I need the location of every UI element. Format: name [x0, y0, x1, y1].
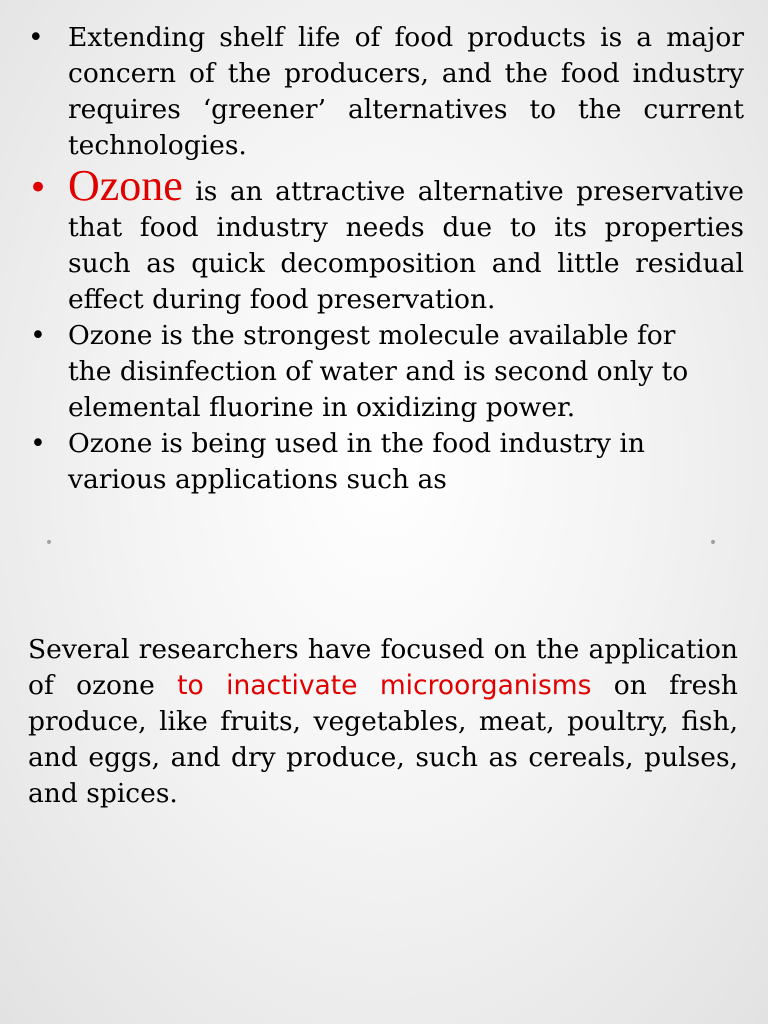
- bullet-item-ozone-alternative: [28, 161, 744, 318]
- researchers-paragraph: [28, 632, 738, 812]
- bullet-marker: •: [28, 168, 49, 208]
- bullet-text: Extending shelf life of food products is a major concern of the producers, and the food industry requires ‘greener’ alternatives to the current technologies.: [68, 22, 744, 161]
- bullet-item-strongest-molecule: [28, 318, 744, 426]
- paragraph-highlight: to inactivate microorganisms: [177, 670, 592, 701]
- bullet-text: is an attractive alternative preservative that food industry needs due to its properties such as quick decomposition and little residual effect during food preservation.: [68, 176, 744, 315]
- paragraph-text-after: on fresh produce, like fruits, vegetables, meat, poultry, fish, and eggs, and dry produce, such as cereals, pulses, and spices.: [28, 670, 738, 809]
- bullet-item-shelf-life: [28, 20, 744, 164]
- empty-bullet-marker-left: •: [44, 535, 54, 551]
- bullet-text: Ozone is the strongest molecule available for the disinfection of water and is second only to elemental fluorine in oxidizing power.: [68, 320, 689, 423]
- bullet-item-applications: [28, 426, 744, 498]
- bullet-text: Ozone is being used in the food industry in various applications such as: [68, 428, 645, 495]
- bullet-marker: •: [30, 320, 46, 351]
- empty-bullet-marker-right: •: [708, 535, 718, 551]
- bullet-marker: •: [30, 428, 46, 459]
- bullet-marker: •: [28, 22, 44, 53]
- paragraph-text-before: Several researchers have focused on the application of ozone: [28, 634, 738, 701]
- ozone-highlight: Ozone: [68, 161, 183, 210]
- bullet-list: [28, 20, 744, 498]
